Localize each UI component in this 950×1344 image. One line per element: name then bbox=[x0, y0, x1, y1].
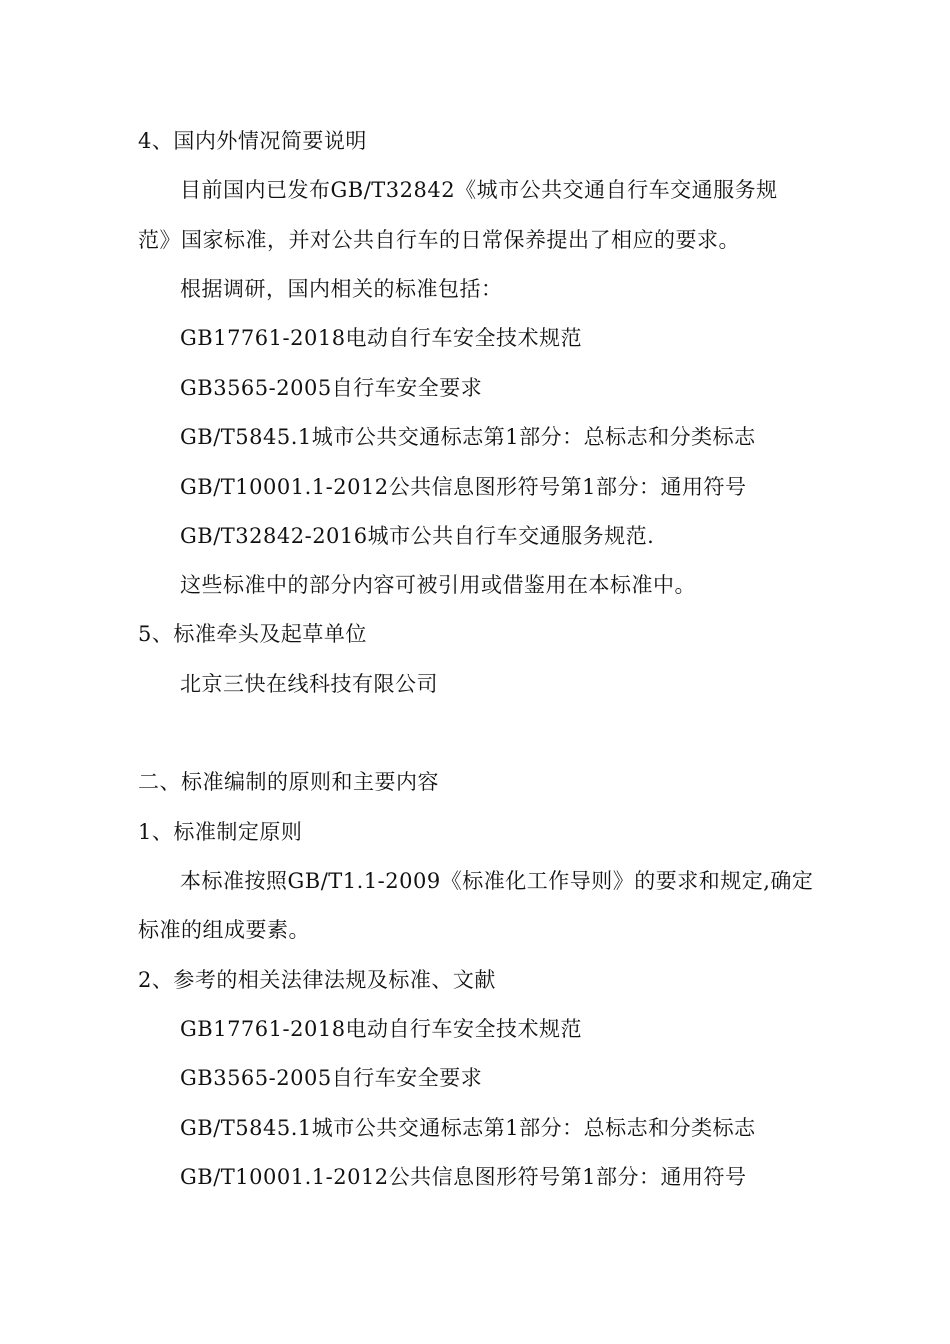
standard-reference: GB/T10001.1-2012公共信息图形符号第1部分：通用符号 bbox=[180, 475, 747, 499]
section-heading-drafting-units: 5、标准牵头及起草单位 bbox=[138, 622, 367, 646]
standard-reference: GB17761-2018电动自行车安全技术规范 bbox=[180, 326, 583, 350]
section-heading-references: 2、参考的相关法律法规及标准、文献 bbox=[138, 968, 496, 992]
standard-reference: GB3565-2005自行车安全要求 bbox=[180, 1066, 483, 1090]
standard-reference: GB/T32842-2016城市公共自行车交通服务规范. bbox=[180, 524, 655, 548]
standard-reference: GB17761-2018电动自行车安全技术规范 bbox=[180, 1017, 583, 1041]
chapter-heading-principles: 二、标准编制的原则和主要内容 bbox=[138, 770, 439, 794]
paragraph-line: 本标准按照GB/T1.1-2009《标准化工作导则》的要求和规定,确定 bbox=[180, 869, 814, 893]
standard-reference: GB/T10001.1-2012公共信息图形符号第1部分：通用符号 bbox=[180, 1165, 747, 1189]
standard-reference: GB3565-2005自行车安全要求 bbox=[180, 376, 483, 400]
paragraph-line: 这些标准中的部分内容可被引用或借鉴用在本标准中。 bbox=[180, 573, 696, 597]
organization-name: 北京三快在线科技有限公司 bbox=[180, 672, 438, 696]
section-heading-domestic-international: 4、国内外情况简要说明 bbox=[138, 129, 367, 153]
paragraph-line: 范》国家标准，并对公共自行车的日常保养提出了相应的要求。 bbox=[138, 228, 740, 252]
paragraph-line: 标准的组成要素。 bbox=[138, 918, 310, 942]
paragraph-line: 根据调研，国内相关的标准包括： bbox=[180, 277, 503, 301]
paragraph-line: 目前国内已发布GB/T32842《城市公共交通自行车交通服务规 bbox=[180, 178, 778, 202]
standard-reference: GB/T5845.1城市公共交通标志第1部分：总标志和分类标志 bbox=[180, 1116, 756, 1140]
standard-reference: GB/T5845.1城市公共交通标志第1部分：总标志和分类标志 bbox=[180, 425, 756, 449]
section-heading-principles: 1、标准制定原则 bbox=[138, 820, 303, 844]
